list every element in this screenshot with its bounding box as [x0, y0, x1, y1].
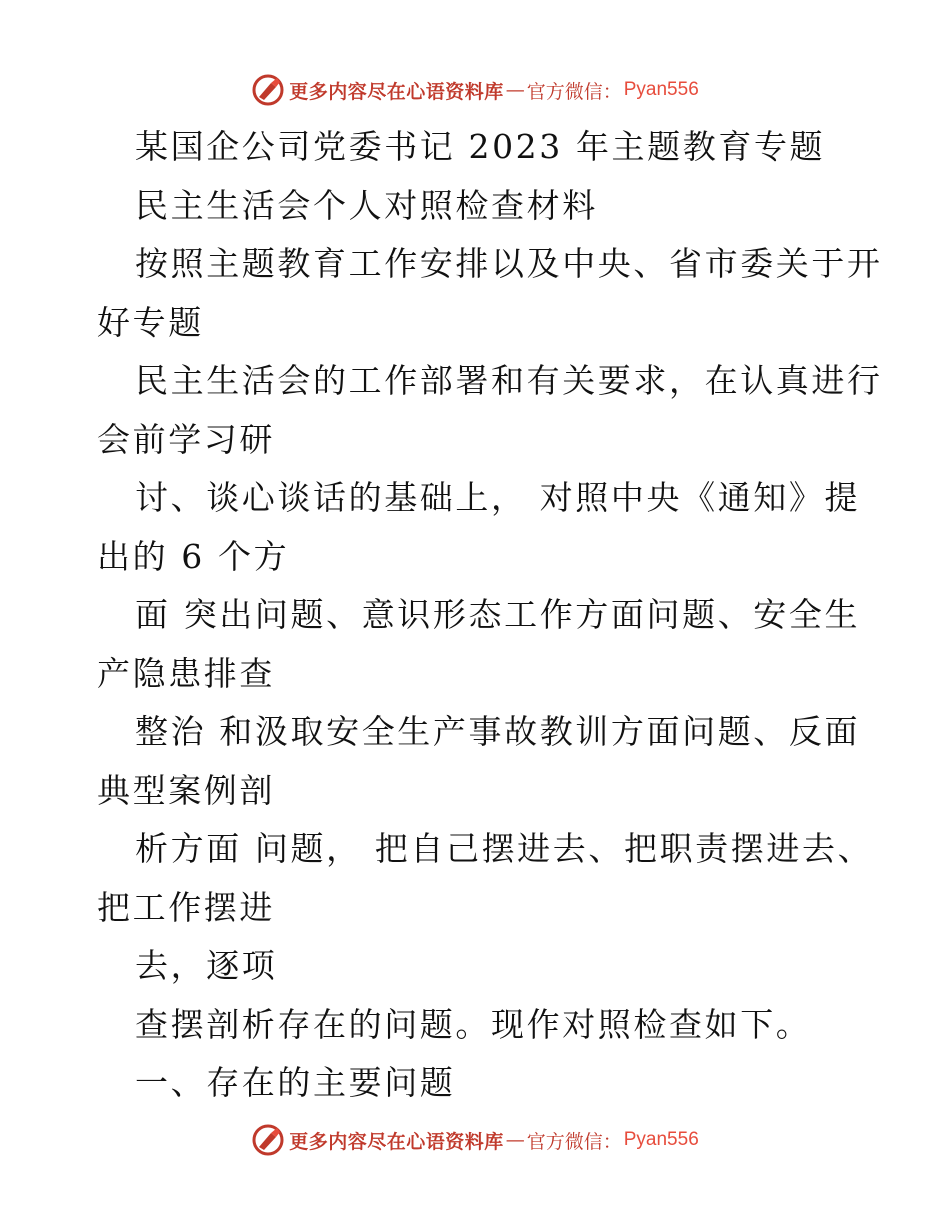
- text-line: 整治 和汲取安全生产事故教训方面问题、反面: [135, 712, 861, 751]
- text-line: 面 突出问题、意识形态工作方面问题、安全生: [135, 595, 861, 634]
- text-line: 产隐患排查: [97, 653, 275, 693]
- text-line: 典型案例剖: [97, 770, 275, 810]
- text-line: 民主生活会的工作部署和有关要求，在认真进行: [135, 361, 883, 400]
- text-line: 把工作摆进: [97, 887, 275, 927]
- text-line: 民主生活会个人对照检查材料: [135, 185, 598, 225]
- text-line: 好专题: [97, 302, 204, 342]
- brand-logo-icon: [251, 73, 285, 107]
- document-body: [97, 118, 883, 1113]
- banner-separator: —: [505, 1129, 525, 1151]
- banner-title: 更多内容尽在心语资料库: [289, 80, 504, 103]
- text-line: 查摆剖析存在的问题。现作对照检查如下。: [135, 1004, 812, 1044]
- text-line: 某国企公司党委书记 2023 年主题教育专题: [135, 127, 826, 166]
- banner-official-label: 官方微信：: [526, 80, 622, 103]
- text-line: 讨、谈心谈话的基础上， 对照中央《通知》提: [135, 478, 861, 517]
- footer-banner: [0, 1122, 950, 1158]
- banner-wechat-id: Pyan556: [623, 79, 699, 100]
- header-banner: [0, 72, 950, 108]
- banner-title: 更多内容尽在心语资料库: [289, 1130, 504, 1153]
- text-line: 按照主题教育工作安排以及中央、省市委关于开: [135, 244, 883, 283]
- text-line: 析方面 问题， 把自己摆进去、把职责摆进去、: [135, 829, 874, 868]
- brand-logo-icon: [251, 1123, 285, 1157]
- text-line: 一、存在的主要问题: [135, 1063, 456, 1102]
- banner-separator: —: [505, 79, 525, 101]
- text-line: 去，逐项: [135, 946, 278, 985]
- banner-wechat-id: Pyan556: [623, 1129, 699, 1150]
- text-line: 会前学习研: [97, 419, 275, 459]
- banner-official-label: 官方微信：: [526, 1130, 622, 1153]
- text-line: 出的 6 个方: [97, 536, 290, 576]
